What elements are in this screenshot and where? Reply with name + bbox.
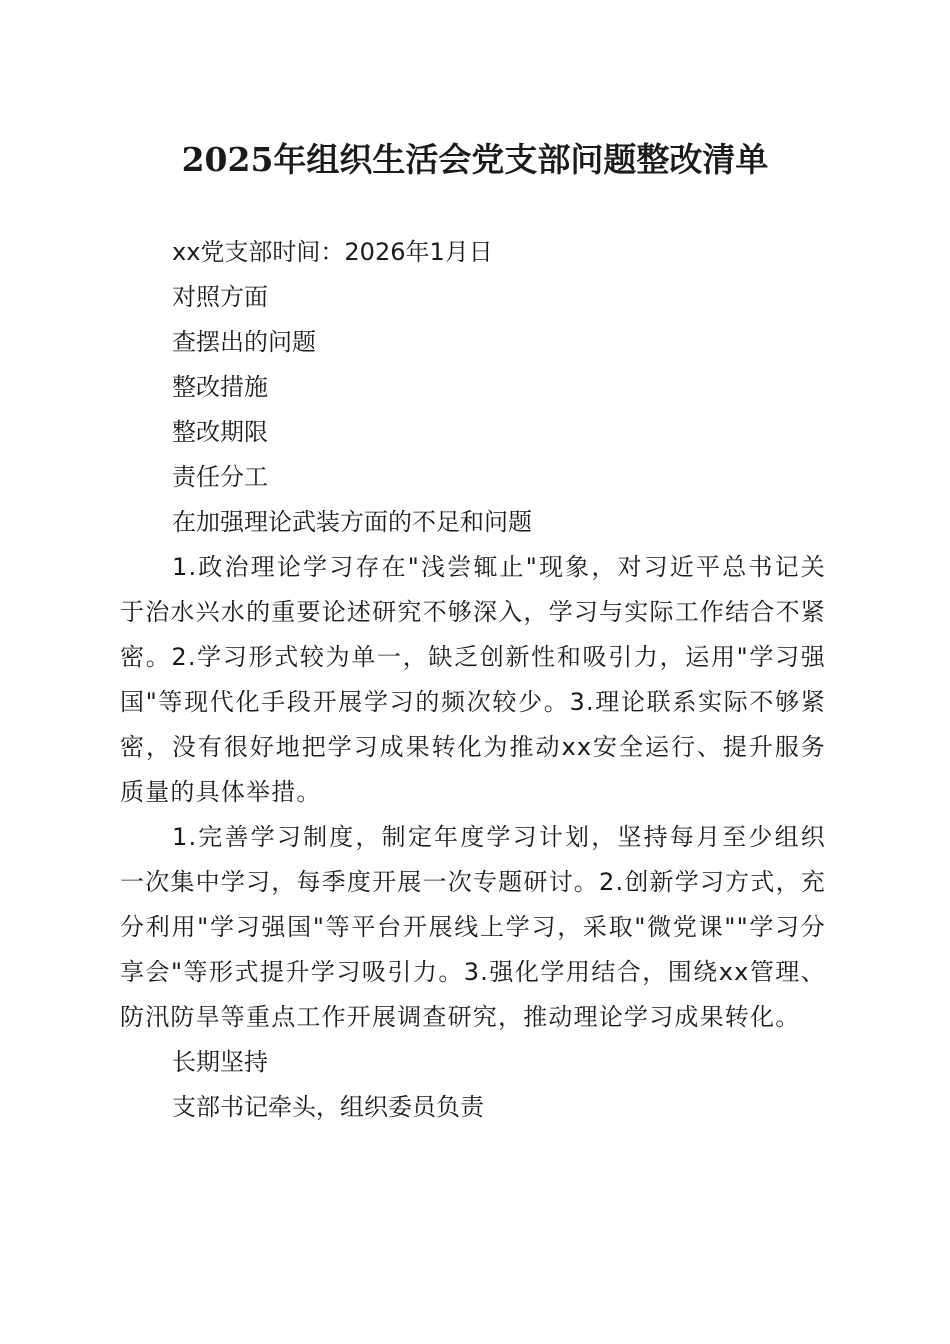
- row-responsibility: 支部书记牵头，组织委员负责: [172, 1093, 484, 1121]
- column-problems: 查摆出的问题: [172, 328, 316, 356]
- header-line: xx党支部时间：2026年1月日: [172, 238, 493, 266]
- column-measures: 整改措施: [172, 373, 268, 401]
- row-aspect: 在加强理论武装方面的不足和问题: [172, 508, 532, 536]
- document-body: [120, 230, 826, 1130]
- column-responsibility: 责任分工: [172, 463, 268, 491]
- column-aspect: 对照方面: [172, 283, 268, 311]
- row-deadline: 长期坚持: [172, 1048, 268, 1076]
- row-problems: 1.政治理论学习存在"浅尝辄止"现象，对习近平总书记关于治水兴水的重要论述研究不够深入，学习与实际工作结合不紧密。2.学习形式较为单一，缺乏创新性和吸引力，运用"学习强国"等现代化手段开展学习的频次较少。3.理论联系实际不够紧密，没有很好地把学习成果转化为推动xx安全运行、提升服务质量的具体举措。: [120, 553, 826, 806]
- row-measures: 1.完善学习制度，制定年度学习计划，坚持每月至少组织一次集中学习，每季度开展一次专题研讨。2.创新学习方式，充分利用"学习强国"等平台开展线上学习，采取"微党课""学习分享会"等形式提升学习吸引力。3.强化学用结合，围绕xx管理、防汛防旱等重点工作开展调查研究，推动理论学习成果转化。: [120, 823, 826, 1031]
- document-title: 2025年组织生活会党支部问题整改清单: [181, 140, 769, 179]
- column-deadline: 整改期限: [172, 418, 268, 446]
